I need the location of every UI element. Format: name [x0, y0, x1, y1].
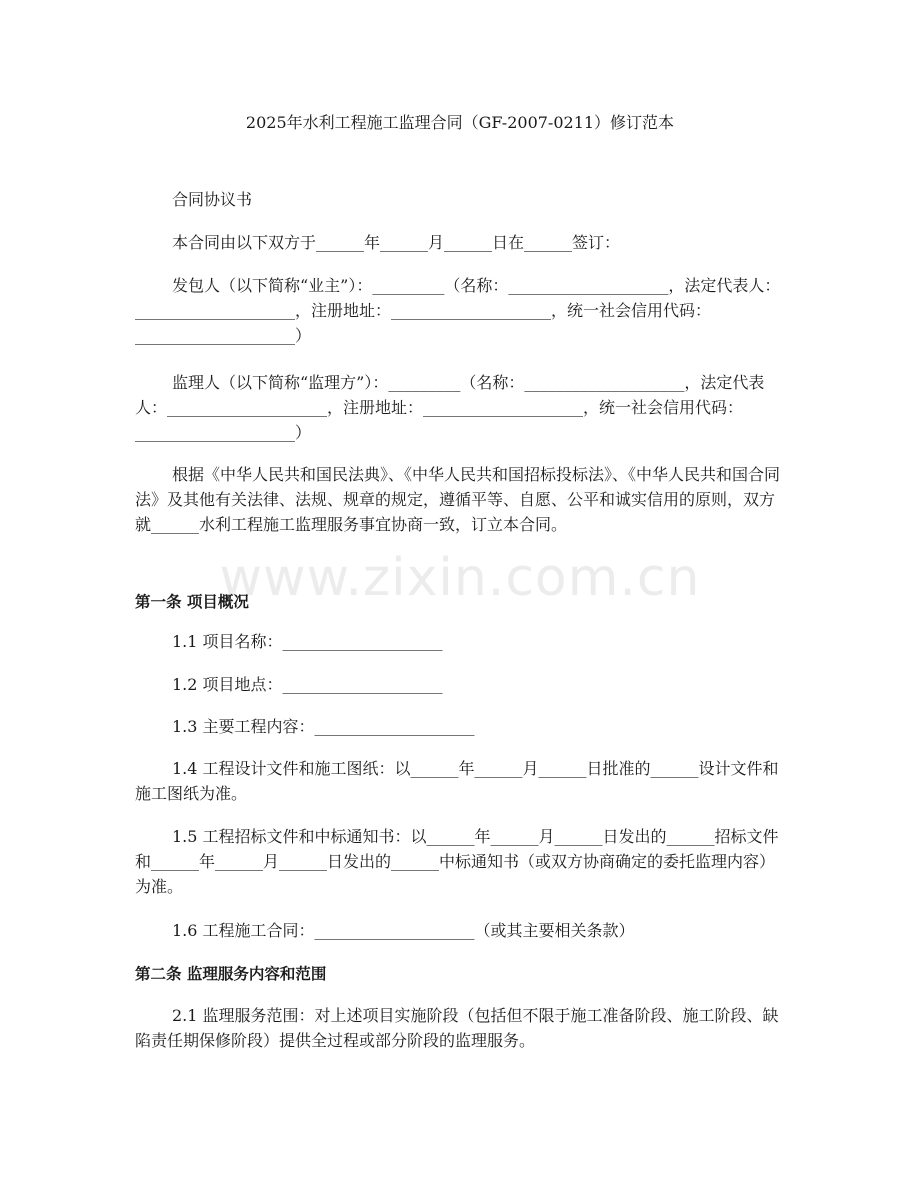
- article-1-heading: 第一条 项目概况: [135, 593, 249, 611]
- document-title: 2025年水利工程施工监理合同（GF-2007-0211）修订范本: [245, 113, 675, 132]
- paragraph-supervisor: 监理人（以下简称“监理方”）：_________（名称：____________________，法定代表人：____________________，注册地址：____________________，统一社会信用代码：____________________）: [135, 373, 765, 442]
- article-2-heading: 第二条 监理服务内容和范围: [135, 965, 327, 983]
- paragraph-basis: 根据《中华人民共和国民法典》、《中华人民共和国招标投标法》、《中华人民共和国合同法》及其他有关法律、法规、规章的规定，遵循平等、自愿、公平和诚实信用的原则，双方就______水利工程施工监理服务事宜协商一致，订立本合同。: [135, 465, 781, 534]
- item-1-6: 1.6 工程施工合同：____________________（或其主要相关条款）: [172, 921, 635, 940]
- paragraph-employer: 发包人（以下简称“业主”）：_________（名称：____________________，法定代表人：____________________，注册地址：____________________，统一社会信用代码：____________________）: [135, 276, 781, 345]
- watermark: www.zixin.com.cn: [219, 548, 701, 608]
- item-1-1: 1.1 项目名称：____________________: [172, 632, 443, 651]
- item-1-4: 1.4 工程设计文件和施工图纸：以______年______月______日批准的______设计文件和施工图纸为准。: [135, 759, 779, 803]
- item-1-2: 1.2 项目地点：____________________: [172, 675, 443, 694]
- paragraph-signing: 本合同由以下双方于______年______月______日在______签订：: [172, 233, 621, 252]
- section-heading-agreement: 合同协议书: [172, 190, 253, 209]
- item-1-3: 1.3 主要工程内容：____________________: [172, 717, 475, 736]
- item-2-1: 2.1 监理服务范围：对上述项目实施阶段（包括但不限于施工准备阶段、施工阶段、缺陷责任期保修阶段）提供全过程或部分阶段的监理服务。: [135, 1006, 779, 1050]
- item-1-5: 1.5 工程招标文件和中标通知书：以______年______月______日发出的______招标文件和______年______月______日发出的______中标通知书（或双方协商确定的委托监理内容）为准。: [135, 827, 779, 896]
